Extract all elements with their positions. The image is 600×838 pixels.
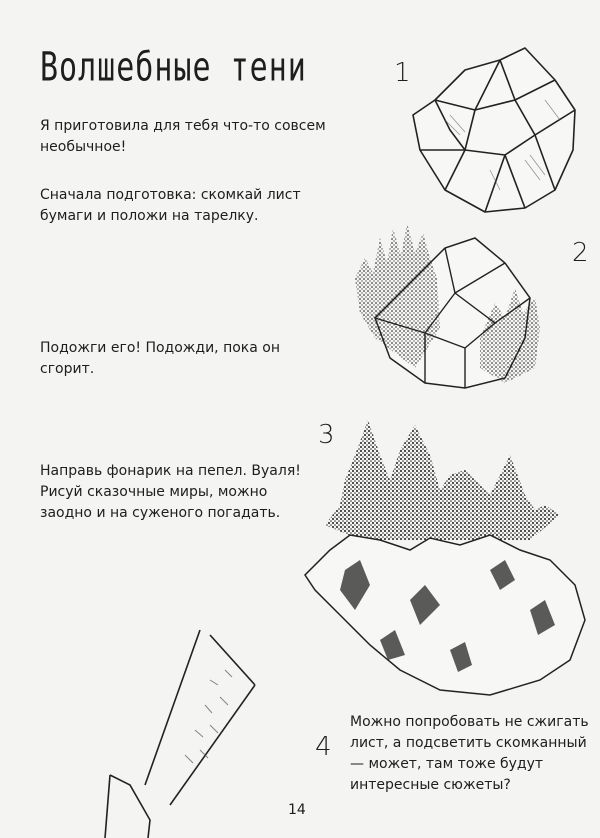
step-number-2: 2 <box>572 238 589 268</box>
step-number-3: 3 <box>318 420 335 450</box>
page-number: 14 <box>288 802 306 818</box>
fairytale-castle-shadow-icon <box>300 410 590 700</box>
intro-text: Я приготовила для тебя что-то совсем необычное! <box>40 118 326 155</box>
step-2-text: Подожги его! Подожди, пока он сгорит. <box>40 340 281 377</box>
burning-paper-icon <box>355 218 555 398</box>
step-1-text: Сначала подготовка: скомкай лист бумаги и положи на тарелку. <box>40 187 301 224</box>
step-number-4: 4 <box>315 732 332 762</box>
step-3-text: Направь фонарик на пепел. Вуаля! Рисуй сказочные миры, можно заодно и на суженого погадать. <box>40 463 301 521</box>
step-4-text: Можно попробовать не сжигать лист, а подсветить скомканный — может, там тоже будут интересные сюжеты? <box>350 714 589 793</box>
page-title: Волшебные тени <box>40 44 307 92</box>
flashlight-icon <box>90 625 290 838</box>
crumpled-paper-icon <box>405 40 585 220</box>
step-number-1: 1 <box>394 58 411 88</box>
